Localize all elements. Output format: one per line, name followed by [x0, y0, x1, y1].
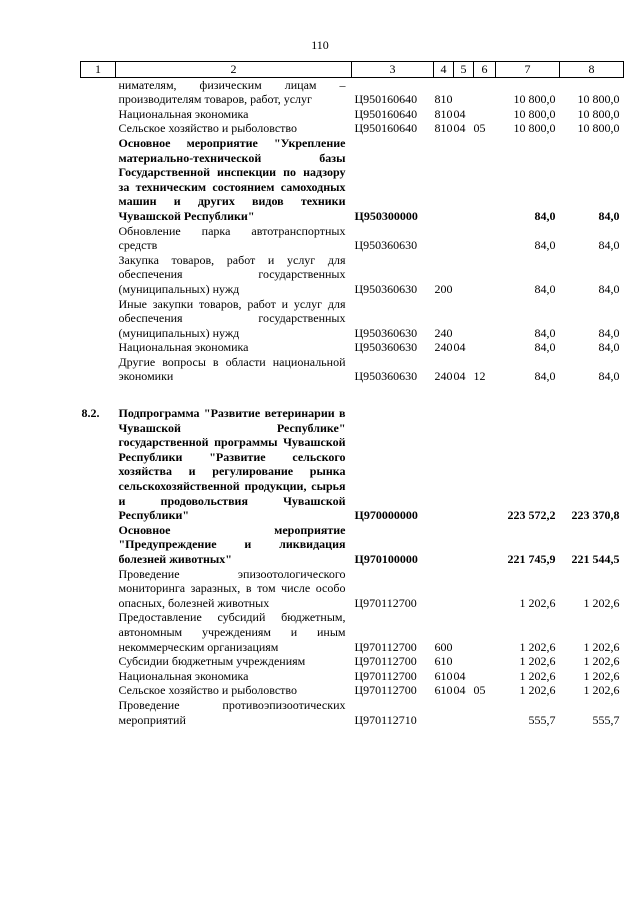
- row-expense-type: [434, 698, 454, 727]
- header-col-3: 3: [352, 62, 434, 78]
- row-number: [81, 107, 116, 122]
- row-name: Национальная экономика: [118, 106, 249, 121]
- row-section: [454, 384, 474, 523]
- row-name: Основное мероприятие "Предупреждение и ликвидация болезней животных": [118, 522, 346, 566]
- row-section: 04: [453, 369, 466, 384]
- table-row: [81, 669, 624, 684]
- row-code: Ц950160640: [354, 121, 418, 136]
- row-name: Закупка товаров, работ и услуг для обеспечения государственных (муниципальных) нужд: [118, 252, 346, 296]
- header-row: [81, 62, 624, 78]
- table-row: [81, 567, 624, 611]
- row-subsection: 05: [473, 683, 486, 698]
- row-section: 04: [453, 121, 466, 136]
- row-name: Субсидии бюджетным учреждениям: [118, 654, 306, 669]
- row-expense-type: [434, 136, 454, 224]
- header-col-4: 4: [434, 62, 454, 78]
- row-code: Ц970112700: [354, 654, 417, 669]
- row-subsection: [474, 384, 496, 523]
- row-subsection: [474, 107, 496, 122]
- row-sum-year-2: 1 202,6: [583, 683, 620, 698]
- row-sum-year-1: 84,0: [534, 340, 556, 355]
- row-code: Ц970000000: [354, 508, 418, 523]
- table-row: [81, 136, 624, 224]
- row-name: Основное мероприятие "Укрепление материально-технической базы Государственной инспекции по надзору за техническим состоянием самоходных машин и других видов техники Чувашской Республики": [118, 135, 346, 223]
- row-expense-type: 200: [434, 281, 453, 296]
- row-name: Национальная экономика: [118, 340, 249, 355]
- row-section: [454, 253, 474, 297]
- table-row: [81, 253, 624, 297]
- row-section: [454, 610, 474, 654]
- row-code: Ц950360630: [354, 340, 418, 355]
- row-number: [81, 340, 116, 355]
- row-name: Проведение эпизоотологического мониторинга заразных, в том числе особо опасных, болезней животных: [118, 566, 346, 610]
- row-sum-year-1: 1 202,6: [519, 683, 556, 698]
- row-name: Проведение противоэпизоотических мероприятий: [118, 697, 346, 727]
- row-number: [81, 297, 116, 341]
- row-sum-year-2: 10 800,0: [577, 121, 620, 136]
- row-sum-year-2: 1 202,6: [583, 595, 620, 610]
- row-section: [454, 523, 474, 567]
- row-section: 04: [453, 340, 466, 355]
- row-number: [81, 136, 116, 224]
- row-code: Ц970112700: [354, 683, 417, 698]
- table-row: [81, 683, 624, 698]
- row-sum-year-1: 84,0: [534, 369, 556, 384]
- row-code: Ц970112700: [354, 639, 417, 654]
- row-name: Другие вопросы в области национальной экономики: [118, 354, 346, 384]
- header-col-2: 2: [116, 62, 352, 78]
- table-row: [81, 107, 624, 122]
- row-section: [454, 136, 474, 224]
- row-number: [81, 654, 116, 669]
- row-sum-year-2: 10 800,0: [577, 106, 620, 121]
- row-sum-year-2: 1 202,6: [583, 668, 620, 683]
- row-code: Ц950160640: [354, 106, 418, 121]
- row-sum-year-1: 223 572,2: [507, 508, 556, 523]
- row-subsection: [474, 654, 496, 669]
- row-code: Ц950160640: [354, 92, 418, 107]
- row-sum-year-2: 1 202,6: [583, 654, 620, 669]
- row-expense-type: 810: [434, 121, 453, 136]
- row-sum-year-1: 84,0: [534, 238, 556, 253]
- row-subsection: 05: [473, 121, 486, 136]
- row-subsection: [474, 698, 496, 727]
- row-sum-year-1: 1 202,6: [519, 639, 556, 654]
- table-row: [81, 297, 624, 341]
- row-subsection: [474, 567, 496, 611]
- row-name: Предоставление субсидий бюджетным, автономным учреждениям и иным некоммерческим организациям: [118, 610, 346, 654]
- header-col-7: 7: [496, 62, 560, 78]
- row-subsection: [474, 297, 496, 341]
- row-expense-type: 240: [434, 325, 453, 340]
- row-sum-year-2: 84,0: [598, 369, 620, 384]
- row-number: [81, 698, 116, 727]
- row-sum-year-1: 10 800,0: [513, 92, 556, 107]
- row-expense-type: 610: [434, 668, 453, 683]
- row-sum-year-1: 221 745,9: [507, 552, 556, 566]
- row-sum-year-1: 84,0: [534, 325, 556, 340]
- row-sum-year-2: 221 544,5: [571, 552, 620, 566]
- row-subsection: [474, 523, 496, 567]
- row-sum-year-2: 1 202,6: [583, 639, 620, 654]
- row-expense-type: 610: [434, 654, 453, 669]
- row-code: Ц950360630: [354, 369, 418, 384]
- row-sum-year-1: 1 202,6: [519, 668, 556, 683]
- table-row: [81, 121, 624, 136]
- row-sum-year-2: 84,0: [598, 325, 620, 340]
- row-sum-year-2: 84,0: [598, 281, 620, 296]
- row-sum-year-1: 84,0: [534, 208, 556, 223]
- row-name: Национальная экономика: [118, 668, 249, 683]
- row-number: [81, 224, 116, 253]
- row-name: Иные закупки товаров, работ и услуг для обеспечения государственных (муниципальных) нужд: [118, 296, 346, 340]
- row-expense-type: 810: [434, 92, 453, 107]
- page-number: 110: [311, 38, 329, 52]
- row-code: Ц950360630: [354, 325, 418, 340]
- row-section: [454, 698, 474, 727]
- row-code: Ц970112700: [354, 668, 417, 683]
- row-section: 04: [453, 683, 466, 698]
- row-expense-type: 600: [434, 639, 453, 654]
- row-sum-year-1: 1 202,6: [519, 595, 556, 610]
- header-col-6: 6: [474, 62, 496, 78]
- table-row: [81, 355, 624, 384]
- row-subsection: [474, 77, 496, 107]
- row-number: [81, 121, 116, 136]
- row-subsection: [474, 253, 496, 297]
- row-sum-year-2: 555,7: [592, 712, 620, 727]
- row-sum-year-2: 223 370,8: [571, 508, 620, 523]
- table-row: [81, 654, 624, 669]
- row-section: [454, 77, 474, 107]
- row-sum-year-2: 84,0: [598, 208, 620, 223]
- row-name: Подпрограмма "Развитие ветеринарии в Чувашской Республике" государственной программы Чувашской Республики "Развитие сельского хозяйства и регулирование рынка сельскохозяйственной продукции, сырья и продовольствия Чувашской Республики": [118, 406, 346, 523]
- row-expense-type: [434, 523, 454, 567]
- row-name: Сельское хозяйство и рыболовство: [118, 121, 298, 136]
- row-number: [81, 683, 116, 698]
- row-code: Ц970100000: [354, 552, 418, 566]
- row-name: нимателям, физическим лицам – производителям товаров, работ, услуг: [118, 77, 346, 107]
- row-subsection: 12: [473, 369, 486, 384]
- budget-table: [80, 61, 624, 727]
- row-subsection: [474, 340, 496, 355]
- row-number: [81, 610, 116, 654]
- row-section: [454, 654, 474, 669]
- table-row: [81, 698, 624, 727]
- table-row: [81, 523, 624, 567]
- row-sum-year-1: 1 202,6: [519, 654, 556, 669]
- row-expense-type: [434, 567, 454, 611]
- row-sum-year-1: 10 800,0: [513, 121, 556, 136]
- table-row: [81, 77, 624, 107]
- row-sum-year-1: 10 800,0: [513, 106, 556, 121]
- row-section: [454, 567, 474, 611]
- row-subsection: [474, 669, 496, 684]
- row-code: Ц970112710: [354, 712, 417, 727]
- row-section: 04: [453, 668, 466, 683]
- row-number: [81, 77, 116, 107]
- header-col-1: 1: [81, 62, 116, 78]
- row-number: [81, 669, 116, 684]
- row-name: Обновление парка автотранспортных средств: [118, 223, 346, 253]
- row-section: [454, 224, 474, 253]
- row-code: Ц970112700: [354, 595, 417, 610]
- row-sum-year-2: 84,0: [598, 340, 620, 355]
- row-name: Сельское хозяйство и рыболовство: [118, 683, 298, 698]
- row-section: 04: [453, 106, 466, 121]
- row-sum-year-1: 84,0: [534, 281, 556, 296]
- row-number: [81, 567, 116, 611]
- row-expense-type: [434, 224, 454, 253]
- row-code: Ц950300000: [354, 208, 418, 223]
- table-row: [81, 224, 624, 253]
- row-number: [81, 523, 116, 567]
- table-row: [81, 384, 624, 523]
- header-col-5: 5: [454, 62, 474, 78]
- row-code: Ц950360630: [354, 238, 418, 253]
- table-row: [81, 610, 624, 654]
- row-number: 8.2.: [81, 406, 100, 421]
- table-row: [81, 340, 624, 355]
- row-expense-type: 810: [434, 106, 453, 121]
- header-col-8: 8: [560, 62, 624, 78]
- row-sum-year-1: 555,7: [528, 712, 556, 727]
- row-subsection: [474, 610, 496, 654]
- row-sum-year-2: 10 800,0: [577, 92, 620, 107]
- row-expense-type: 610: [434, 683, 453, 698]
- row-number: [81, 253, 116, 297]
- row-subsection: [474, 136, 496, 224]
- row-expense-type: [434, 384, 454, 523]
- row-subsection: [474, 224, 496, 253]
- row-number: [81, 355, 116, 384]
- row-expense-type: 240: [434, 369, 453, 384]
- row-sum-year-2: 84,0: [598, 238, 620, 253]
- row-expense-type: 240: [434, 340, 453, 355]
- row-section: [454, 297, 474, 341]
- row-code: Ц950360630: [354, 281, 418, 296]
